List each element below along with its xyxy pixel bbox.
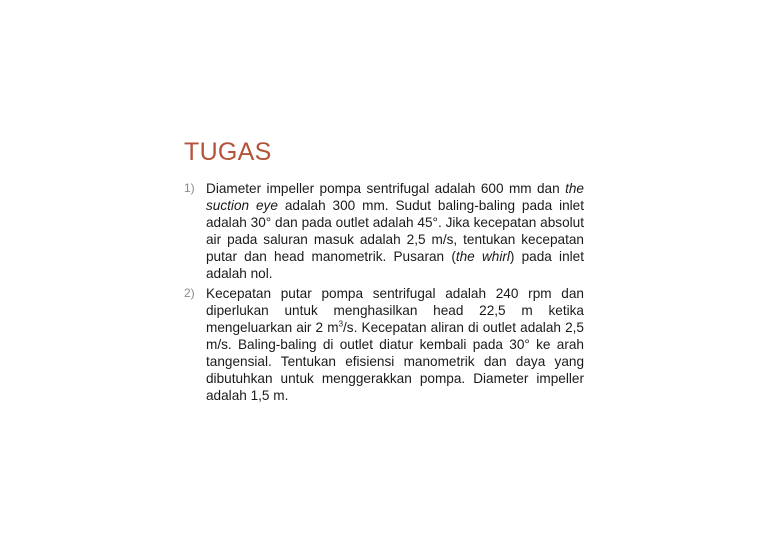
task-text: [206, 285, 584, 404]
task-item: [184, 180, 584, 282]
task-text-segment: Diameter impeller pompa sentrifugal adalah 600 mm dan: [206, 181, 566, 196]
task-text: [206, 180, 584, 282]
task-item: [184, 285, 584, 404]
task-text-italic: the suction eye: [206, 181, 584, 213]
task-number: 1): [184, 181, 195, 195]
task-text-segment: Kecepatan putar pompa sentrifugal adalah 240 rpm dan diperlukan untuk menghasilkan head 22,5 m ketika mengeluarkan air 2 m: [206, 286, 584, 335]
superscript-exponent: 3: [338, 319, 344, 329]
task-text-segment: /s. Kecepatan aliran di outlet adalah 2,5 m/s. Baling-baling di outlet diatur kembali pada 30° ke arah tangensial. Tentukan efisiensi manometrik dan daya yang dibutuhkan untuk menggerakkan pompa. Diameter impeller adalah 1,5 m.: [206, 320, 584, 403]
page-title: TUGAS: [184, 138, 272, 166]
task-list: [184, 180, 584, 407]
task-text-segment: ) pada inlet adalah nol.: [206, 249, 584, 281]
task-text-segment: adalah 300 mm. Sudut baling-baling pada inlet adalah 30° dan pada outlet adalah 45°. Jika kecepatan absolut air pada saluran masuk adalah 2,5 m/s, tentukan kecepatan putar dan head manometrik. Pusaran (: [206, 198, 585, 264]
task-number: 2): [184, 286, 195, 300]
task-text-italic: the whirl: [455, 249, 510, 264]
